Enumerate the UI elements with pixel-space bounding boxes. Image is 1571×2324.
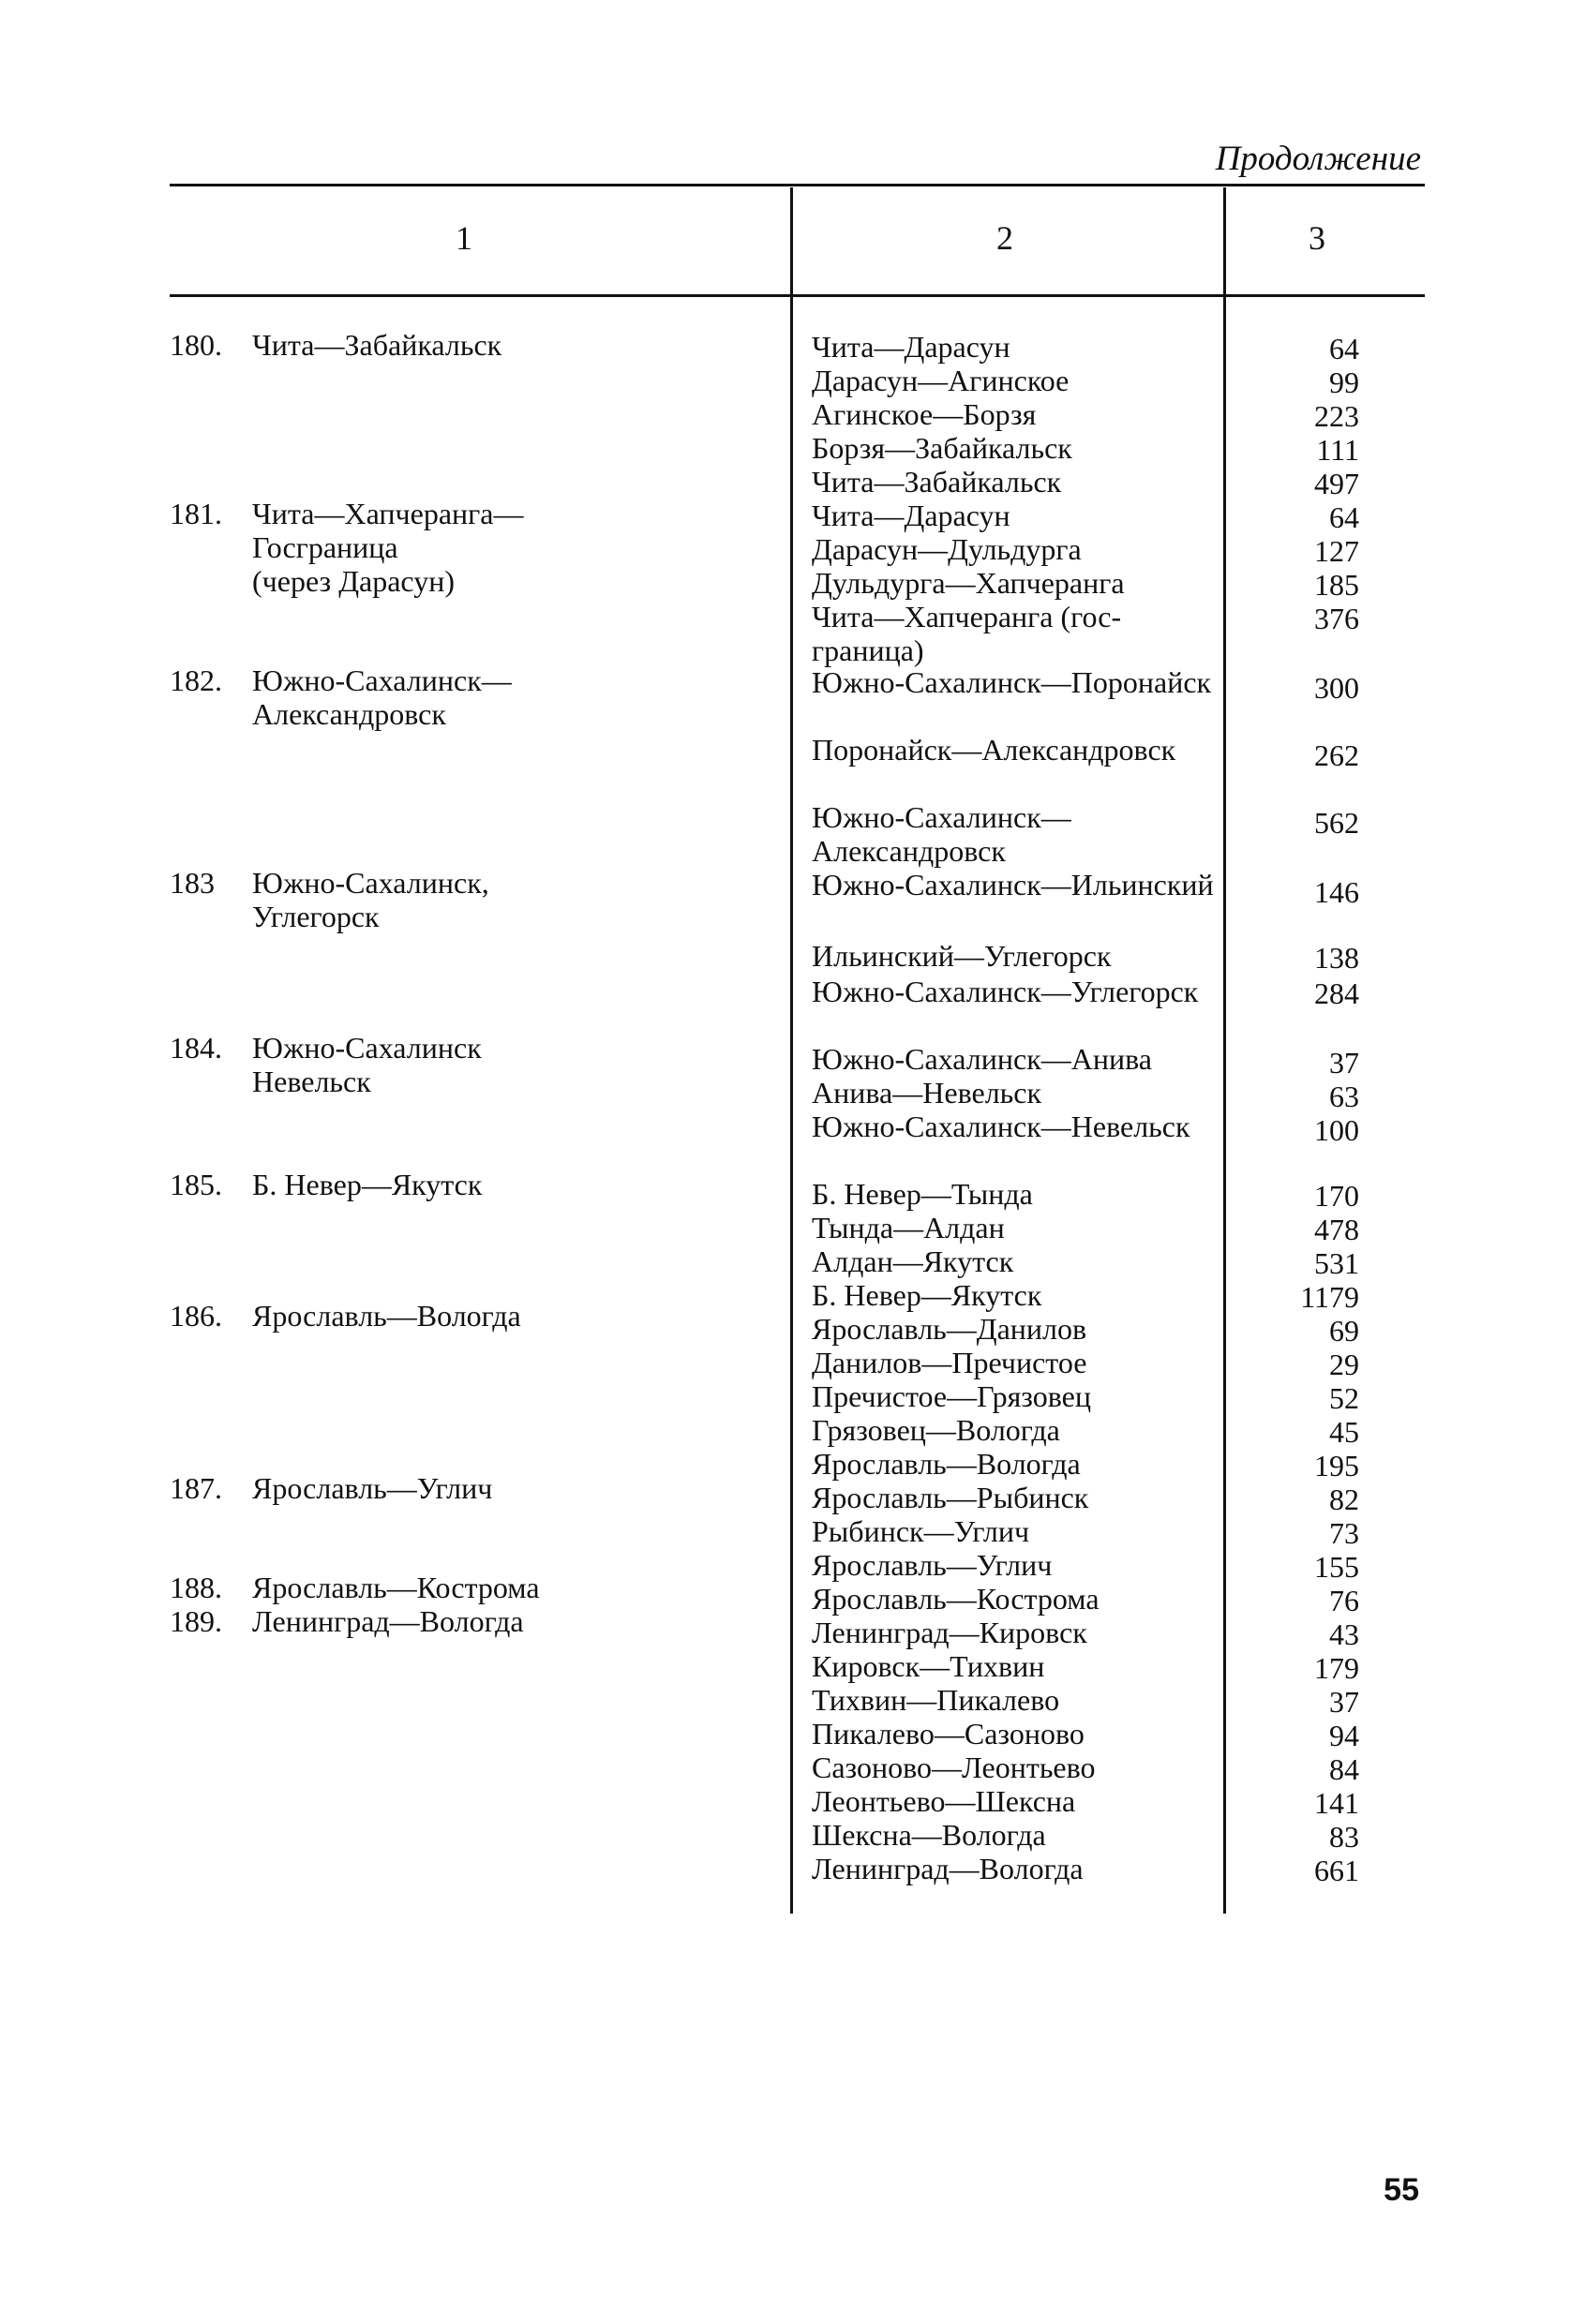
segment-distance: 83 <box>1329 1820 1359 1854</box>
route-name <box>252 866 489 933</box>
segment-text: Ярославль—Вологда <box>812 1447 1081 1481</box>
segment-distance: 138 <box>1314 941 1359 975</box>
segment-distance: 84 <box>1329 1752 1359 1786</box>
segment-text: Южно-Сахалинск—Анива <box>812 1042 1152 1076</box>
segment-text: Рыбинск—Углич <box>812 1514 1030 1548</box>
route-name-line: Невельск <box>252 1065 371 1098</box>
route-number: 183 <box>170 866 215 900</box>
segment-text: Чита—Дарасун <box>812 499 1010 532</box>
segment-distance: 76 <box>1329 1584 1359 1617</box>
segment-text: Агинское—Борзя <box>812 397 1037 431</box>
segment-distance: 63 <box>1329 1080 1359 1113</box>
route-name <box>252 1471 492 1505</box>
segment-distance: 64 <box>1329 500 1359 534</box>
segment-text: Данилов—Пречистое <box>812 1346 1087 1379</box>
segment-text: Дарасун—Дульдурга <box>812 532 1082 566</box>
segment-text: Дарасун—Агинское <box>812 364 1070 397</box>
segment-distance: 562 <box>1314 806 1359 840</box>
segment-text: Южно-Сахалинск—Александровск <box>812 800 1071 868</box>
route-name-line: Александровск <box>252 697 446 731</box>
segment-text: Анива—Невельск <box>812 1076 1041 1110</box>
segment-text: Ярославль—Кострома <box>812 1582 1100 1616</box>
segment-distance: 111 <box>1316 433 1359 467</box>
segment-distance: 69 <box>1329 1314 1359 1348</box>
segment-text: Ярославль—Углич <box>812 1548 1053 1582</box>
page-number: 55 <box>1384 2172 1419 2208</box>
route-name-line: Южно-Сахалинск— <box>252 663 512 697</box>
segment-distance: 195 <box>1314 1449 1359 1482</box>
segment-text: Леонтьево—Шексна <box>812 1784 1076 1818</box>
route-name <box>252 1604 524 1638</box>
route-name <box>252 1299 521 1333</box>
segment-text: Ярославль—Рыбинск <box>812 1481 1089 1514</box>
segment-text: Ильинский—Углегорск <box>812 939 1112 973</box>
segment-text: Сазоново—Леонтьево <box>812 1750 1096 1784</box>
column-divider-1 <box>790 187 793 1914</box>
route-name <box>252 1168 482 1201</box>
segment-distance: 179 <box>1314 1651 1359 1685</box>
segment-distance: 141 <box>1314 1786 1359 1820</box>
route-number: 185. <box>170 1168 222 1201</box>
route-name <box>252 328 501 362</box>
segment-text: Грязовец—Вологда <box>812 1413 1060 1447</box>
segment-distance: 223 <box>1314 399 1359 433</box>
segment-distance: 127 <box>1314 534 1359 568</box>
segment-text: Южно-Сахалинск—Ильинский <box>812 868 1214 901</box>
column-header-2: 2 <box>996 219 1013 257</box>
column-divider-2 <box>1223 187 1226 1914</box>
segment-distance: 262 <box>1314 738 1359 772</box>
route-name-line: Ярославль—Вологда <box>252 1299 521 1333</box>
route-name-line: Чита—Хапчеранга— <box>252 497 524 530</box>
segment-distance: 661 <box>1314 1854 1359 1887</box>
segment-text: Южно-Сахалинск—Невельск <box>812 1110 1190 1143</box>
segment-text: Пречистое—Грязовец <box>812 1379 1091 1413</box>
route-name-line: Ярославль—Углич <box>252 1471 493 1505</box>
route-number: 180. <box>170 328 222 362</box>
segment-text: Чита—Хапчеранга (гос-граница) <box>812 600 1122 667</box>
segment-text: Южно-Сахалинск—Углегорск <box>812 975 1199 1008</box>
route-name-line: Углегорск <box>252 900 380 933</box>
segment-text: Тихвин—Пикалево <box>812 1683 1060 1717</box>
segment-distance: 99 <box>1329 365 1359 399</box>
segment-text: Ленинград—Кировск <box>812 1616 1087 1649</box>
segment-distance: 185 <box>1314 568 1359 602</box>
column-header-3: 3 <box>1309 219 1325 257</box>
segment-text: Чита—Дарасун <box>812 330 1010 364</box>
route-name-line: Ярославль—Кострома <box>252 1571 540 1604</box>
segment-text: Поронайск—Александровск <box>812 733 1176 767</box>
segment-text: Ленинград—Вологда <box>812 1852 1084 1885</box>
route-name <box>252 663 512 731</box>
segment-distance: 170 <box>1314 1179 1359 1213</box>
segment-distance: 497 <box>1314 467 1359 500</box>
route-name-line: Южно-Сахалинск <box>252 1031 482 1065</box>
route-name-line: (через Дарасун) <box>252 564 455 598</box>
route-number: 188. <box>170 1571 222 1604</box>
segment-text: Тында—Алдан <box>812 1211 1005 1244</box>
segment-distance: 146 <box>1314 875 1359 909</box>
segment-distance: 82 <box>1329 1482 1359 1516</box>
segment-distance: 45 <box>1329 1415 1359 1449</box>
segment-distance: 43 <box>1329 1617 1359 1651</box>
segment-text: Ярославль—Данилов <box>812 1312 1087 1346</box>
route-number: 186. <box>170 1299 222 1333</box>
route-name <box>252 1031 482 1098</box>
segment-text: Чита—Забайкальск <box>812 465 1062 499</box>
segment-distance: 73 <box>1329 1516 1359 1550</box>
segment-text: Кировск—Тихвин <box>812 1649 1045 1683</box>
table-top-rule <box>170 184 1425 186</box>
segment-distance: 376 <box>1314 602 1359 635</box>
route-name-line: Б. Невер—Якутск <box>252 1168 483 1201</box>
segment-distance: 300 <box>1314 671 1359 705</box>
segment-distance: 52 <box>1329 1381 1359 1415</box>
continuation-label: Продолжение <box>1215 140 1421 178</box>
segment-distance: 37 <box>1329 1046 1359 1080</box>
header-bottom-rule <box>170 294 1425 297</box>
segment-text: Борзя—Забайкальск <box>812 431 1072 465</box>
segment-distance: 1179 <box>1300 1280 1359 1314</box>
segment-distance: 155 <box>1314 1550 1359 1584</box>
segment-distance: 64 <box>1329 332 1359 365</box>
segment-distance: 531 <box>1314 1246 1359 1280</box>
segment-distance: 100 <box>1314 1113 1359 1147</box>
segment-distance: 29 <box>1329 1348 1359 1381</box>
segment-distance: 478 <box>1314 1213 1359 1246</box>
route-name <box>252 1571 540 1604</box>
segment-text: Б. Невер—Тында <box>812 1177 1033 1211</box>
route-number: 181. <box>170 497 222 530</box>
column-header-1: 1 <box>456 219 472 257</box>
route-name-line: Ленинград—Вологда <box>252 1604 524 1638</box>
route-name-line: Госграница <box>252 530 398 564</box>
segment-text: Дульдурга—Хапчеранга <box>812 566 1125 600</box>
route-number: 189. <box>170 1604 222 1638</box>
route-number: 184. <box>170 1031 222 1065</box>
route-number: 187. <box>170 1471 222 1505</box>
segment-distance: 284 <box>1314 976 1359 1010</box>
route-number: 182. <box>170 663 222 697</box>
route-name-line: Южно-Сахалинск, <box>252 866 489 900</box>
segment-text: Алдан—Якутск <box>812 1244 1014 1278</box>
route-name <box>252 497 523 598</box>
segment-text: Б. Невер—Якутск <box>812 1278 1042 1312</box>
segment-distance: 94 <box>1329 1719 1359 1752</box>
segment-distance: 37 <box>1329 1685 1359 1719</box>
segment-text: Южно-Сахалинск—Поронайск <box>812 665 1212 699</box>
segment-text: Шексна—Вологда <box>812 1818 1046 1852</box>
segment-text: Пикалево—Сазоново <box>812 1717 1085 1750</box>
route-name-line: Чита—Забайкальск <box>252 328 502 362</box>
